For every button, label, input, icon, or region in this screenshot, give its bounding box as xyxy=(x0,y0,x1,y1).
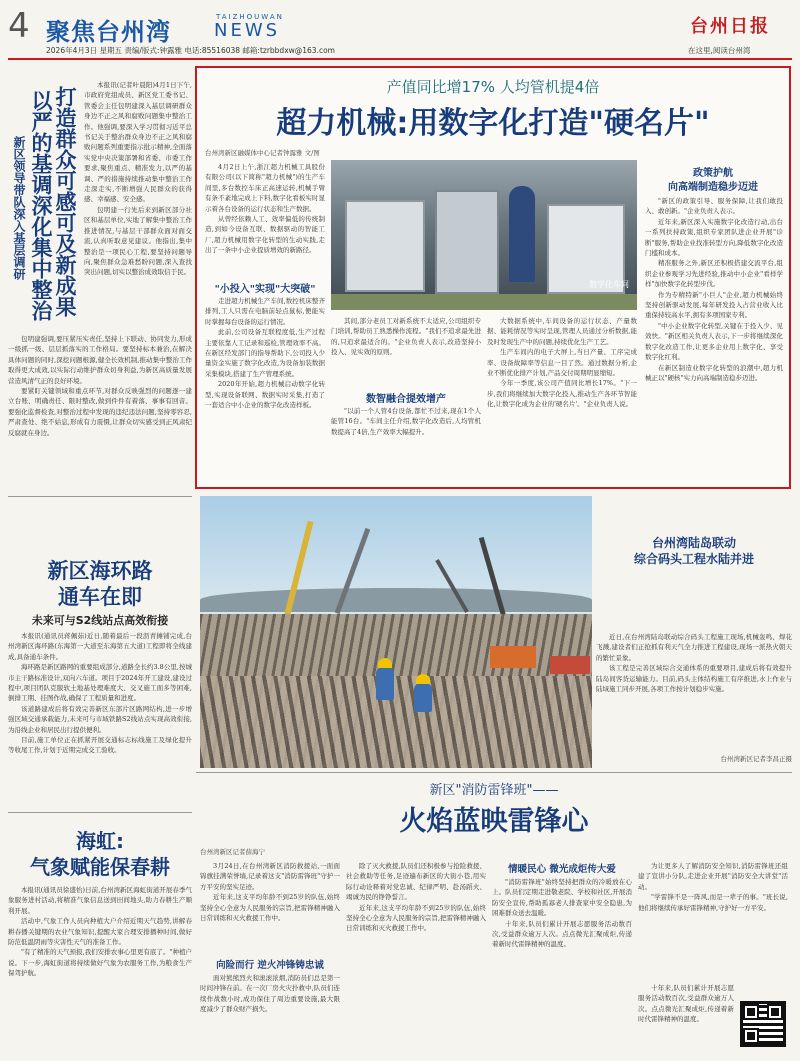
feature-headline: 超力机械:用数字化打造"硬名片" xyxy=(276,106,710,141)
paragraph: 目前,施工单位正在抓紧开展交通标志标线施工及绿化提升等收尾工作,计划于近期完成交工验收。 xyxy=(8,736,192,755)
masthead-logo: 台州日报 xyxy=(690,16,770,37)
feature-box xyxy=(195,66,791,489)
deck-shape xyxy=(200,676,592,768)
paragraph: 此前,公司设备互联程度低,生产过程主要依靠人工记录和巡检,管理效率不高。在新区经发部门的指导帮助下,公司投入少量资金实施了数字化改造,为设备加装数据采集模块,搭建了生产管理系统。 xyxy=(205,328,325,378)
page-number: 4 xyxy=(8,6,30,46)
paragraph: 3月24日,在台州湾新区消防救援站,一面面锦旗挂满荣誉墙,记录着这支"消防雷锋班"守护一方平安的坚实足迹。 xyxy=(200,862,340,891)
feature-byline: 台州湾新区融媒体中心记者钟露雅 文/图 xyxy=(205,149,320,157)
feature-kicker: 新区"消防雷锋班"—— xyxy=(429,783,559,798)
feature-subhead-2: 数智融合提效增产 xyxy=(366,394,446,405)
qr-code-icon[interactable] xyxy=(740,1001,786,1047)
fire-col-c xyxy=(492,877,632,1055)
feature-photo xyxy=(331,160,637,310)
article-body-top xyxy=(84,80,192,328)
headline-line-1: 台州湾陆岛联动 xyxy=(651,536,736,550)
article-weather xyxy=(8,812,192,1056)
paragraph: 除了灭火救援,队员们还积极参与抢险救援、社会救助等任务,足迹遍布新区的大街小巷,用实际行动诠释着对党忠诚、纪律严明、赴汤蹈火、竭诚为民的铮铮誓言。 xyxy=(346,862,486,902)
helmet-icon xyxy=(378,658,392,668)
article-body xyxy=(596,632,792,752)
section-en-top: TAIZHOUWAN xyxy=(216,13,284,21)
article-fire-brigade xyxy=(196,772,792,1056)
worker-figure xyxy=(376,666,394,700)
paragraph: 大数据系统中,车间设备的运行状态、产量数据、能耗情况等实时呈现,管理人员通过分析数据,能及时发现生产中的问题,持续优化生产工艺。 xyxy=(487,317,637,346)
subhead: 未来可与S2线站点高效衔接 xyxy=(31,614,169,627)
headline-line-1: 海虹: xyxy=(76,829,124,853)
header-info: 2026年4月3日 星期五 责编/版式:钟露雅 电话:85516038 邮箱:tzrbbdxw@163.com xyxy=(46,46,335,55)
paragraph: 该道路建成后将有效完善新区东部片区路网结构,进一步增强区域交通承载能力,未来可与市域铁路S2线站点实现高效衔接,为沿线企业和居民出行提供便利。 xyxy=(8,704,192,734)
wharf-photo xyxy=(200,496,592,768)
header-rule xyxy=(8,58,792,60)
headline-second: 以严的基调深化集中整治 xyxy=(29,90,54,321)
section-title: 聚焦台州湾 xyxy=(46,18,171,46)
headline-line-2: 通车在即 xyxy=(58,585,142,609)
page-header xyxy=(0,0,800,62)
paragraph: 作为专精特新"小巨人"企业,超力机械始终坚持创新驱动发展,每年研发投入占营业收入比重保持较高水平,拥有多项国家专利。 xyxy=(645,290,783,320)
article-body xyxy=(8,631,192,805)
paragraph: 从曾经依赖人工、效率偏低的传统制造,到如今设备互联、数据驱动的智能工厂,超力机械用数字化转型的生动实践,走出了一条中小企业提质增效的新路径。 xyxy=(205,215,325,255)
headline-line-2: 气象赋能保春耕 xyxy=(30,855,170,879)
feature-subhead-1: "小投入"实现"大突破" xyxy=(214,284,316,295)
fire-col-d2 xyxy=(638,983,734,1055)
paragraph: 在新区制造业数字化转型的浪潮中,超力机械正以"硬核"实力向高端制造稳步迈进。 xyxy=(645,363,783,382)
article-road xyxy=(8,496,192,806)
paragraph: "中小企业数字化转型,关键在于投入少、见效快。"新区相关负责人表示,下一步将继续深化数字化改造工作,让更多企业用上数字化、享受数字化红利。 xyxy=(645,321,783,362)
machine-shape xyxy=(345,200,425,292)
paragraph: 为让更多人了解消防安全知识,消防雷锋班还组建了宣讲小分队,走进企业开展"消防安全大讲堂"活动。 xyxy=(638,862,788,891)
paragraph: 本报讯(通讯员蒋佩茹)近日,随着最后一段沥青摊铺完成,台州湾新区海环路(东海第一大道至东海第五大道)工程即将全线建成,具备通车条件。 xyxy=(8,632,192,661)
paragraph: 其间,部分老员工对新系统不太适应,公司组织专门培训,帮助员工熟悉操作流程。"我们不追求最先进的,只追求最适合的。"企业负责人表示,改造坚持小投入、见实效的原则。 xyxy=(331,317,481,357)
fire-col-a2 xyxy=(200,973,340,1055)
feature-col-a xyxy=(205,162,325,272)
paragraph: 要紧盯关键领域和重点环节,对群众反映强烈的问题逐一建立台账、明确责任、限时整改,做到件件有着落、事事有回音。要强化监督检查,对整治过程中发现的违纪违法问题,坚持零容忍,严肃查处、绝不姑息,形成有力震慑,让群众切实感受到正风肃纪反腐就在身边。 xyxy=(8,387,192,437)
side-title-2: 向高端制造稳步迈进 xyxy=(668,182,758,193)
paragraph: 近日,在台州湾陆岛联动综合码头工程施工现场,机械轰鸣、焊花飞溅,建设者们正抢抓有利天气全力推进工程建设,现场一派热火朝天的繁忙景象。 xyxy=(596,633,792,662)
feature-subhead-2: 情暖民心 微光成炬传大爱 xyxy=(508,864,616,875)
header-slogan: 在这里,阅读台州湾 xyxy=(688,46,751,55)
feature-col-a2 xyxy=(205,296,325,484)
photo-credit: 台州湾新区记者李昌正摄 xyxy=(720,755,792,763)
paragraph: 十年来,队员们累计开展志愿服务活动数百次,受益群众逾万人次。点点微光汇聚成炬,传递着新时代雷锋精神的温度。 xyxy=(492,919,632,949)
paragraph: 该工程是完善区域综合交通体系的重要项目,建成后将有效提升陆岛间客货运输能力。目前,码头主体结构施工有序推进,水上作业与陆域施工同步开展,各项工作按计划稳步实施。 xyxy=(596,664,792,694)
feature-kicker: 产值同比增17% 人均管机提4倍 xyxy=(386,78,600,96)
paragraph: "新区的政策引导、服务保障,让我们敢投入、敢创新。"企业负责人表示。 xyxy=(645,197,783,216)
feature-subhead-1: 向险而行 逆火冲锋铸忠诚 xyxy=(216,960,324,971)
paragraph: 精准服务之外,新区还积极搭建交流平台,组织企业参观学习先进经验,推动中小企业"看样学样"加快数字化转型步伐。 xyxy=(645,259,783,289)
paragraph: 海环路是新区路网的重要组成部分,道路全长约3.8公里,按城市主干路标准设计,双向六车道。项目于2024年开工建设,建设过程中,项目团队克服软土地基处理难度大、交叉施工面多等困难,倒排工期、挂图作战,确保了工程质量和进度。 xyxy=(8,663,192,703)
section-en-bottom: NEWS xyxy=(214,20,281,41)
paragraph: 4月2日上午,浙江超力机械工具股份有限公司(以下简称"超力机械")的生产车间里,多台数控车床正高速运转,机械手臂有条不紊地完成上下料,数字化看板实时显示着各台设备的运行状态和生产数据。 xyxy=(205,163,325,213)
paragraph: "学雷锋不是一阵风,而是一辈子的事。"班长说,他们将继续传承好雷锋精神,守护好一方平安。 xyxy=(638,893,788,912)
article-body-bottom xyxy=(8,334,192,484)
feature-headline: 火焰蓝映雷锋心 xyxy=(399,806,589,837)
photo-caption: 数字化车间 xyxy=(589,280,629,289)
machine-shape xyxy=(550,656,590,674)
paragraph: 生产车间内的电子大屏上,当日产量、工序完成率、设备故障率等信息一目了然。通过数据分析,企业不断优化排产计划,产品交付周期明显缩短。 xyxy=(487,348,637,378)
paragraph: 走进超力机械生产车间,数控机床整齐排列,工人只需在电脑前轻点鼠标,便能实时掌握每台设备的运行情况。 xyxy=(205,297,325,326)
paragraph: "消防雷锋班"始终坚持把群众的冷暖放在心上。队员们定期走进敬老院、学校和社区,开展消防安全宣传,帮助孤寡老人排查家中安全隐患,为困难群众送去温暖。 xyxy=(492,878,632,918)
paragraph: 面对熊熊烈火和滚滚浓烟,消防员们总是第一时间冲锋在前。在一次厂房火灾扑救中,队员们连续作战数小时,成功保住了周边重要设施,最大限度减少了群众财产损失。 xyxy=(200,974,340,1014)
feature-col-d xyxy=(487,316,637,484)
feature-side-col xyxy=(645,196,783,484)
machine-shape xyxy=(490,646,536,668)
floor-shape xyxy=(331,294,637,310)
paragraph: 包明建强调,要压紧压实责任,坚持上下联动、协同发力,形成一级抓一级、层层抓落实的工作格局。要坚持标本兼治,在解决具体问题的同时,深挖问题根源,健全长效机制,推动集中整治工作取得更大成效,以实际行动维护群众切身利益,为新区高质量发展营造风清气正的良好环境。 xyxy=(8,335,192,385)
paragraph: 今年一季度,该公司产值同比增长17%。"下一步,我们将继续加大数字化投入,推动生产各环节智能化,让数字化成为企业的'硬名片'。"企业负责人说。 xyxy=(487,379,637,409)
paragraph: "有了精准的天气预报,我们安排农事心里更有底了。"种植户说。下一步,海虹街道将持续做好气象为农服务工作,为粮食生产保驾护航。 xyxy=(8,948,192,978)
paragraph: 包明建一行先后来到新区部分社区和基层单位,实地了解集中整治工作推进情况,与基层干部群众面对面交流,认真听取意见建议。他指出,集中整治是一项民心工程,要坚持问题导向,聚焦群众急难愁盼问题,深入查找突出问题,切实以整治成效取信于民。 xyxy=(84,205,192,277)
article-rectification xyxy=(8,66,192,488)
machine-shape xyxy=(435,190,499,294)
headline-line-1: 新区海环路 xyxy=(47,559,153,583)
worker-figure xyxy=(509,186,535,282)
article-body xyxy=(8,885,192,1055)
paragraph: 本报讯(通讯员徐盛怡)日前,台州湾新区海虹街道开展春季气象服务进村活动,将精准气象信息送到田间地头,助力春耕生产顺利开展。 xyxy=(8,886,192,915)
paragraph: 十年来,队员们累计开展志愿服务活动数百次,受益群众逾万人次。点点微光汇聚成炬,传递着新时代雷锋精神的温度。 xyxy=(638,984,734,1024)
feature-byline: 台州湾新区记者薛海宁 xyxy=(200,848,265,856)
fire-col-b xyxy=(346,861,486,1055)
paragraph: 近年来,这支平均年龄不到25岁的队伍,始终坚持全心全意为人民服务的宗旨,把雷锋精神融入日常训练和灭火救援工作中。 xyxy=(200,893,340,923)
hills-shape xyxy=(200,588,592,612)
paragraph: 近年来,这支平均年龄不到25岁的队伍,始终坚持全心全意为人民服务的宗旨,把雷锋精神融入日常训练和灭火救援工作中。 xyxy=(346,903,486,933)
article-wharf xyxy=(596,496,792,768)
paragraph: 活动中,气象工作人员向种植大户介绍近期天气趋势,讲解春耕春播关键期的农业气象知识,提醒大家合理安排播种时间,做好防范低温阴雨等灾害性天气的准备工作。 xyxy=(8,917,192,947)
headline-main: 打造群众可感可及新成果 xyxy=(53,86,78,317)
headline-line-2: 综合码头工程水陆并进 xyxy=(633,552,754,566)
fire-col-a xyxy=(200,861,340,947)
helmet-icon xyxy=(416,674,430,684)
side-title-1: 政策护航 xyxy=(693,168,733,179)
feature-col-c xyxy=(331,316,481,386)
paragraph: "以前一个人管4台设备,都忙不过来,现在1个人能管16台。"车间主任介绍,数字化改造后,人均管机数提高了4倍,生产效率大幅提升。 xyxy=(331,407,481,436)
worker-figure xyxy=(414,682,432,712)
paragraph: 本报讯(记者叶晨阳)4月1日下午,市政府党组成员、新区党工委书记、管委会主任包明建深入基层调研群众身边不正之风和腐败问题集中整治工作。他强调,要深入学习贯彻习近平总书记关于整治群众身边不正之风和腐败问题系列重要指示批示精神,全面落实党中央决策部署和省委、市委工作要求,聚焦重点、精准发力,以严的基调、严的措施持续推动集中整治工作走深走实,不断增强人民群众的获得感、幸福感、安全感。 xyxy=(84,81,192,204)
subhead: 新区领导带队深入基层调研 xyxy=(12,136,26,280)
paragraph: 近年来,新区深入实施数字化改造行动,出台一系列扶持政策,组织专家团队进企业开展"诊断"服务,帮助企业找准转型方向,降低数字化改造门槛和成本。 xyxy=(645,217,783,258)
fire-col-d xyxy=(638,861,788,979)
feature-col-c2 xyxy=(331,406,481,484)
paragraph: 2020年开始,超力机械启动数字化转型,实现设备联网、数据实时采集,打造了一套适合中小企业的数字化改造样板。 xyxy=(205,380,325,410)
